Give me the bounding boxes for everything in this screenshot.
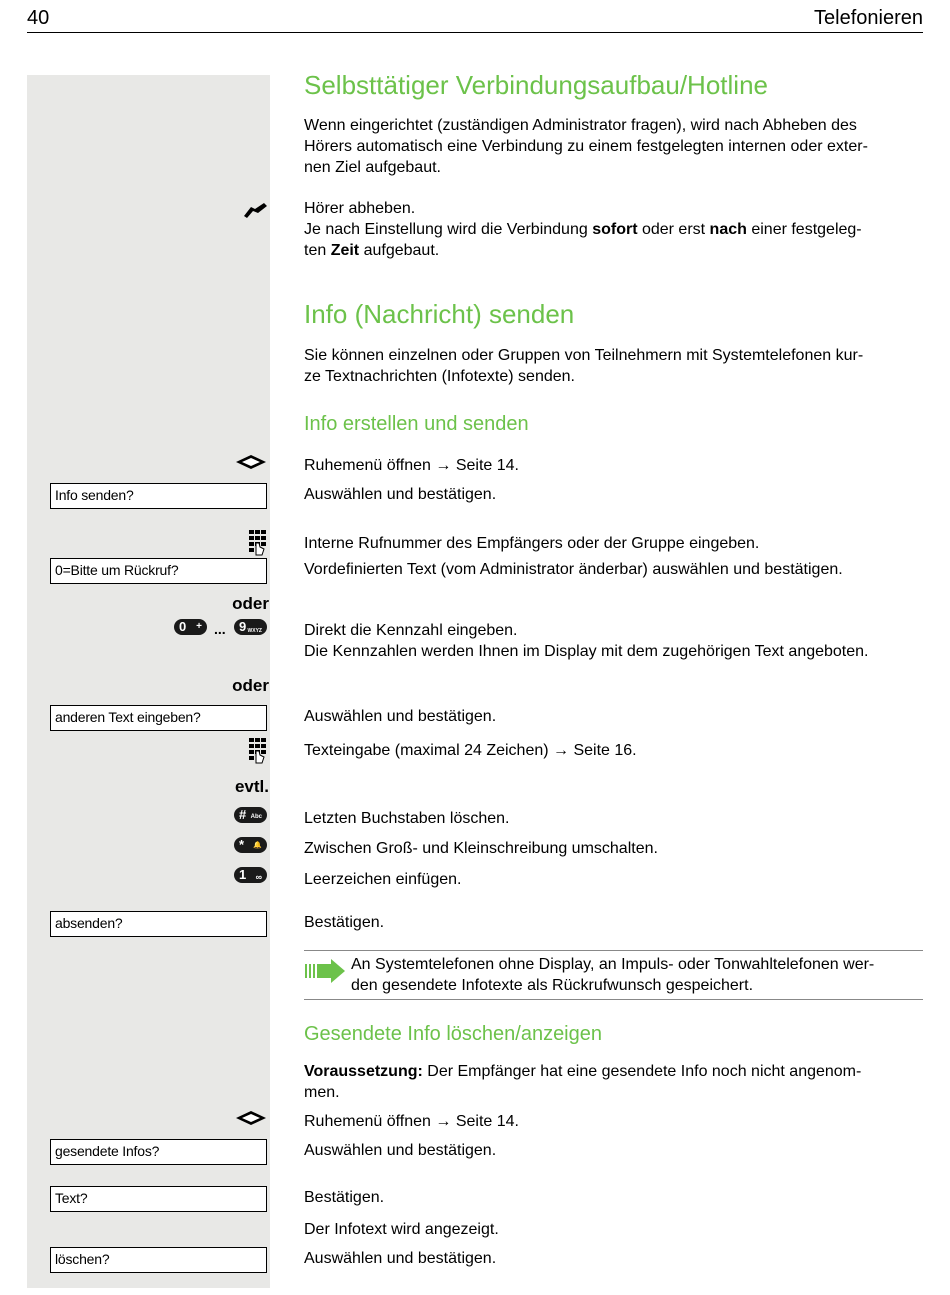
evtl-label: evtl. xyxy=(234,777,269,796)
display-absenden[interactable]: absenden? xyxy=(50,911,267,937)
hotline-intro-line-2: Hörers automatisch eine Verbindung zu einem festgelegten internen oder exter- xyxy=(304,138,868,155)
bell-icon: 🔔 xyxy=(253,842,262,849)
note-top-rule xyxy=(304,950,923,951)
key-0-symbol: + xyxy=(196,621,202,632)
key-9-icon xyxy=(234,619,267,635)
oder-label-2: oder xyxy=(232,676,269,695)
section-title: Telefonieren xyxy=(814,7,923,29)
heading-create: Info erstellen und senden xyxy=(304,413,529,435)
prereq-text-1: Der Empfänger hat eine gesendete Info noch nicht angenom- xyxy=(422,1063,862,1080)
arrow-ref-icon-3: → xyxy=(435,1113,452,1130)
step-space: Leerzeichen einfügen. xyxy=(304,871,462,888)
step-menu-2-ref: Seite 14. xyxy=(455,1113,519,1130)
handset-icon xyxy=(241,199,269,219)
lift-detail-e: einer festgeleg- xyxy=(746,221,862,238)
key-0-icon xyxy=(174,619,207,635)
step-text-input-ref: Seite 16. xyxy=(573,742,637,759)
step-menu-ref: Seite 14. xyxy=(455,457,519,474)
hotline-intro-line-3: nen Ziel aufgebaut. xyxy=(304,159,441,176)
lift-handset-text xyxy=(304,198,924,261)
display-loeschen[interactable]: löschen? xyxy=(50,1247,267,1273)
step-confirm-2: Bestätigen. xyxy=(304,1189,385,1206)
display-text[interactable]: Text? xyxy=(50,1186,267,1212)
navigation-icon xyxy=(234,454,268,470)
lift-detail-h: aufgebaut. xyxy=(359,242,440,259)
step-enter-number: Interne Rufnummer des Empfängers oder der Gruppe eingeben. xyxy=(304,535,760,552)
display-info-senden[interactable]: Info senden? xyxy=(50,483,267,509)
hotline-intro xyxy=(304,115,924,178)
lift-detail-c: oder erst xyxy=(637,221,710,238)
key-star-symbol: * xyxy=(239,837,245,852)
lift-detail-d: nach xyxy=(709,221,747,238)
step-text-input-text: Texteingabe (maximal 24 Zeichen) xyxy=(304,742,549,759)
key-hash-symbol: # xyxy=(239,807,247,822)
note-text xyxy=(351,954,926,996)
prereq-line-1 xyxy=(304,1061,924,1082)
step-predefined: Vordefinierten Text (vom Administrator änderbar) auswählen und bestätigen. xyxy=(304,561,843,578)
step-shown: Der Infotext wird angezeigt. xyxy=(304,1221,499,1238)
keypad-icon-2 xyxy=(247,737,269,765)
note-line-1: An Systemtelefonen ohne Display, an Impuls- oder Tonwahltelefonen wer- xyxy=(351,956,875,973)
keypad-icon xyxy=(247,529,269,557)
lift-detail-line-1 xyxy=(304,219,924,240)
step-menu-2 xyxy=(304,1111,924,1132)
note-arrow-icon xyxy=(304,958,346,984)
heading-hotline: Selbsttätiger Verbindungsaufbau/Hotline xyxy=(304,70,768,100)
lift-handset-line: Hörer abheben. xyxy=(304,200,416,217)
step-case: Zwischen Groß- und Kleinschreibung umschalten. xyxy=(304,840,658,857)
step-text-input xyxy=(304,740,924,761)
step-code xyxy=(304,620,924,662)
heading-info: Info (Nachricht) senden xyxy=(304,299,575,329)
info-intro-line-1: Sie können einzelnen oder Gruppen von Teilnehmern mit Systemtelefonen kur- xyxy=(304,347,864,364)
step-delete-letter: Letzten Buchstaben löschen. xyxy=(304,810,510,827)
key-1-icon xyxy=(234,867,267,883)
prereq-line-2: men. xyxy=(304,1084,340,1101)
step-menu-text: Ruhemenü öffnen xyxy=(304,457,431,474)
display-gesendete-infos[interactable]: gesendete Infos? xyxy=(50,1139,267,1165)
oder-label-1: oder xyxy=(232,594,269,613)
key-range-ellipsis: ... xyxy=(214,621,226,637)
step-select-3: Auswählen und bestätigen. xyxy=(304,1142,497,1159)
arrow-ref-icon: → xyxy=(435,457,452,474)
prereq-label: Voraussetzung: xyxy=(304,1063,423,1080)
step-menu xyxy=(304,455,924,476)
info-intro-line-2: ze Textnachrichten (Infotexte) senden. xyxy=(304,368,575,385)
heading-delete: Gesendete Info löschen/anzeigen xyxy=(304,1023,602,1045)
key-1-digit: 1 xyxy=(239,867,247,882)
step-select: Auswählen und bestätigen. xyxy=(304,486,497,503)
voicemail-icon: ∞ xyxy=(255,872,262,882)
step-select-2: Auswählen und bestätigen. xyxy=(304,708,497,725)
lift-detail-a: Je nach Einstellung wird die Verbindung xyxy=(304,221,593,238)
lift-detail-g: Zeit xyxy=(330,242,360,259)
note-bottom-rule xyxy=(304,999,923,1000)
header-rule xyxy=(27,32,923,33)
arrow-ref-icon-2: → xyxy=(553,742,570,759)
prereq xyxy=(304,1061,924,1103)
display-anderen-text[interactable]: anderen Text eingeben? xyxy=(50,705,267,731)
key-0-digit: 0 xyxy=(179,619,187,634)
lift-detail-f: ten xyxy=(304,242,331,259)
step-menu-2-text: Ruhemenü öffnen xyxy=(304,1113,431,1130)
step-confirm: Bestätigen. xyxy=(304,914,385,931)
info-intro xyxy=(304,345,924,387)
note-line-2: den gesendete Infotexte als Rückrufwunsch gespeichert. xyxy=(351,977,754,994)
page-number: 40 xyxy=(27,7,50,29)
lift-detail-line-2 xyxy=(304,240,924,261)
step-select-4: Auswählen und bestätigen. xyxy=(304,1250,497,1267)
navigation-icon-2 xyxy=(234,1110,268,1126)
key-9-letters: WXYZ xyxy=(247,628,262,634)
hotline-intro-line-1: Wenn eingerichtet (zuständigen Administrator fragen), wird nach Abheben des xyxy=(304,117,857,134)
key-9-digit: 9 xyxy=(239,619,247,634)
lift-detail-b: sofort xyxy=(592,221,638,238)
key-hash-letters: Abc xyxy=(250,814,262,820)
step-code-line-1: Direkt die Kennzahl eingeben. xyxy=(304,622,518,639)
step-code-line-2: Die Kennzahlen werden Ihnen im Display mit dem zugehörigen Text angeboten. xyxy=(304,643,869,660)
key-star-icon xyxy=(234,837,267,853)
key-hash-icon xyxy=(234,807,267,823)
display-bitte-rueckruf[interactable]: 0=Bitte um Rückruf? xyxy=(50,558,267,584)
